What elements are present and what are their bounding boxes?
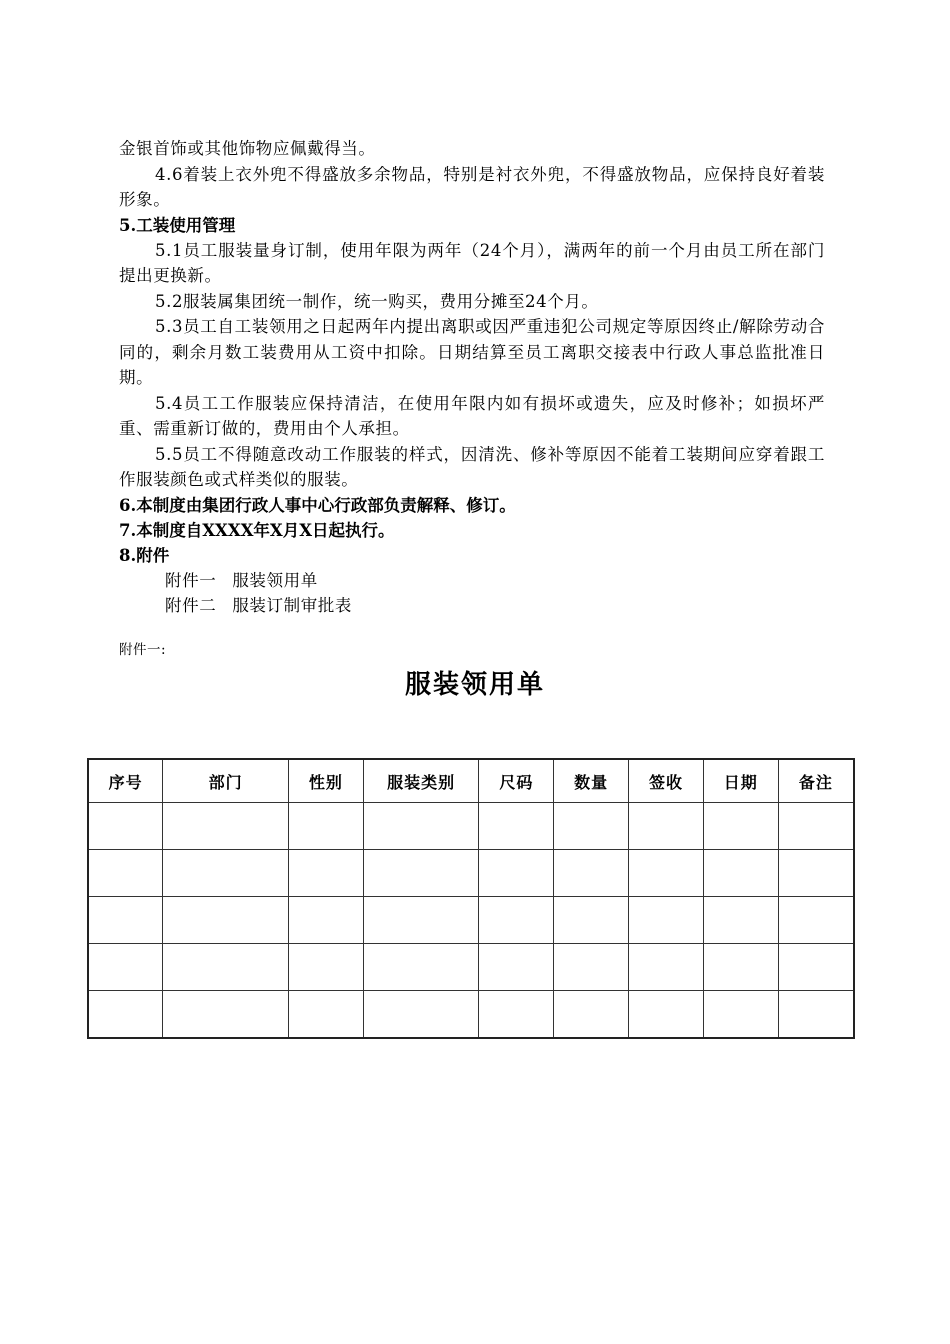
empty-cell[interactable] [363, 850, 479, 897]
column-header: 尺码 [479, 759, 554, 803]
empty-cell[interactable] [778, 944, 854, 991]
empty-cell[interactable] [703, 850, 778, 897]
paragraph-5-2: 5.2服装属集团统一制作，统一购买，费用分摊至24个月。 [155, 291, 599, 311]
empty-cell[interactable] [778, 897, 854, 944]
table-row [88, 991, 854, 1039]
paragraph-5-4: 5.4员工工作服装应保持清洁，在使用年限内如有损坏或遗失，应及时修补；如损坏严重、需重新订做的，费用由个人承担。 [119, 393, 825, 438]
empty-cell[interactable] [479, 850, 554, 897]
column-header: 签收 [629, 759, 704, 803]
empty-cell[interactable] [629, 991, 704, 1039]
column-header: 服装类别 [363, 759, 479, 803]
attachment-label: 附件一 [165, 570, 217, 590]
empty-cell[interactable] [88, 897, 163, 944]
attachment-item [119, 568, 825, 593]
paragraph-jewelry: 金银首饰或其他饰物应佩戴得当。 [119, 139, 376, 158]
empty-cell[interactable] [554, 897, 629, 944]
empty-cell[interactable] [778, 850, 854, 897]
empty-cell[interactable] [88, 944, 163, 991]
column-header: 数量 [554, 759, 629, 803]
paragraph-5-1: 5.1员工服装量身订制，使用年限为两年（24个月），满两年的前一个月由员工所在部门提出更换新。 [119, 240, 825, 285]
empty-cell[interactable] [163, 944, 289, 991]
heading-8: 8.附件 [119, 545, 170, 565]
clothing-requisition-table [87, 758, 855, 1039]
table-row [88, 944, 854, 991]
heading-5: 5.工装使用管理 [119, 215, 236, 235]
empty-cell[interactable] [88, 803, 163, 850]
attachment-label: 附件二 [165, 595, 217, 615]
empty-cell[interactable] [703, 897, 778, 944]
paragraph-5-5: 5.5员工不得随意改动工作服装的样式，因清洗、修补等原因不能着工装期间应穿着跟工作服装颜色或式样类似的服装。 [119, 444, 825, 489]
empty-cell[interactable] [554, 944, 629, 991]
empty-cell[interactable] [629, 850, 704, 897]
empty-cell[interactable] [288, 850, 363, 897]
empty-cell[interactable] [163, 803, 289, 850]
empty-cell[interactable] [479, 944, 554, 991]
empty-cell[interactable] [629, 897, 704, 944]
empty-cell[interactable] [778, 991, 854, 1039]
empty-cell[interactable] [163, 850, 289, 897]
table-row [88, 897, 854, 944]
attachment-caption: 附件一: [119, 642, 167, 658]
table-row [88, 803, 854, 850]
column-header: 备注 [778, 759, 854, 803]
empty-cell[interactable] [479, 803, 554, 850]
attachment-item [119, 593, 825, 618]
empty-cell[interactable] [363, 897, 479, 944]
paragraph-4-6: 4.6着装上衣外兜不得盛放多余物品，特别是衬衣外兜，不得盛放物品，应保持良好着装形象。 [119, 164, 825, 209]
heading-7: 7.本制度自XXXX年X月X日起执行。 [119, 520, 395, 540]
empty-cell[interactable] [363, 803, 479, 850]
table-row [88, 850, 854, 897]
heading-6: 6.本制度由集团行政人事中心行政部负责解释、修订。 [119, 495, 516, 515]
paragraph-5-3: 5.3员工自工装领用之日起两年内提出离职或因严重违犯公司规定等原因终止/解除劳动合同的，剩余月数工装费用从工资中扣除。日期结算至员工离职交接表中行政人事总监批准日期。 [119, 317, 825, 387]
document-body [119, 136, 825, 618]
empty-cell[interactable] [703, 803, 778, 850]
empty-cell[interactable] [554, 991, 629, 1039]
empty-cell[interactable] [479, 991, 554, 1039]
empty-cell[interactable] [703, 944, 778, 991]
column-header: 序号 [88, 759, 163, 803]
table-header-row [88, 759, 854, 803]
column-header: 部门 [163, 759, 289, 803]
column-header: 性别 [288, 759, 363, 803]
empty-cell[interactable] [363, 991, 479, 1039]
empty-cell[interactable] [88, 991, 163, 1039]
empty-cell[interactable] [88, 850, 163, 897]
empty-cell[interactable] [554, 850, 629, 897]
empty-cell[interactable] [479, 897, 554, 944]
empty-cell[interactable] [629, 803, 704, 850]
column-header: 日期 [703, 759, 778, 803]
empty-cell[interactable] [629, 944, 704, 991]
empty-cell[interactable] [778, 803, 854, 850]
empty-cell[interactable] [288, 944, 363, 991]
empty-cell[interactable] [288, 991, 363, 1039]
empty-cell[interactable] [163, 897, 289, 944]
table-body [88, 803, 854, 1039]
form-title: 服装领用单 [404, 670, 545, 700]
empty-cell[interactable] [703, 991, 778, 1039]
empty-cell[interactable] [163, 991, 289, 1039]
attachment-name: 服装领用单 [232, 570, 318, 590]
empty-cell[interactable] [363, 944, 479, 991]
empty-cell[interactable] [288, 897, 363, 944]
empty-cell[interactable] [288, 803, 363, 850]
empty-cell[interactable] [554, 803, 629, 850]
attachment-name: 服装订制审批表 [232, 595, 353, 615]
